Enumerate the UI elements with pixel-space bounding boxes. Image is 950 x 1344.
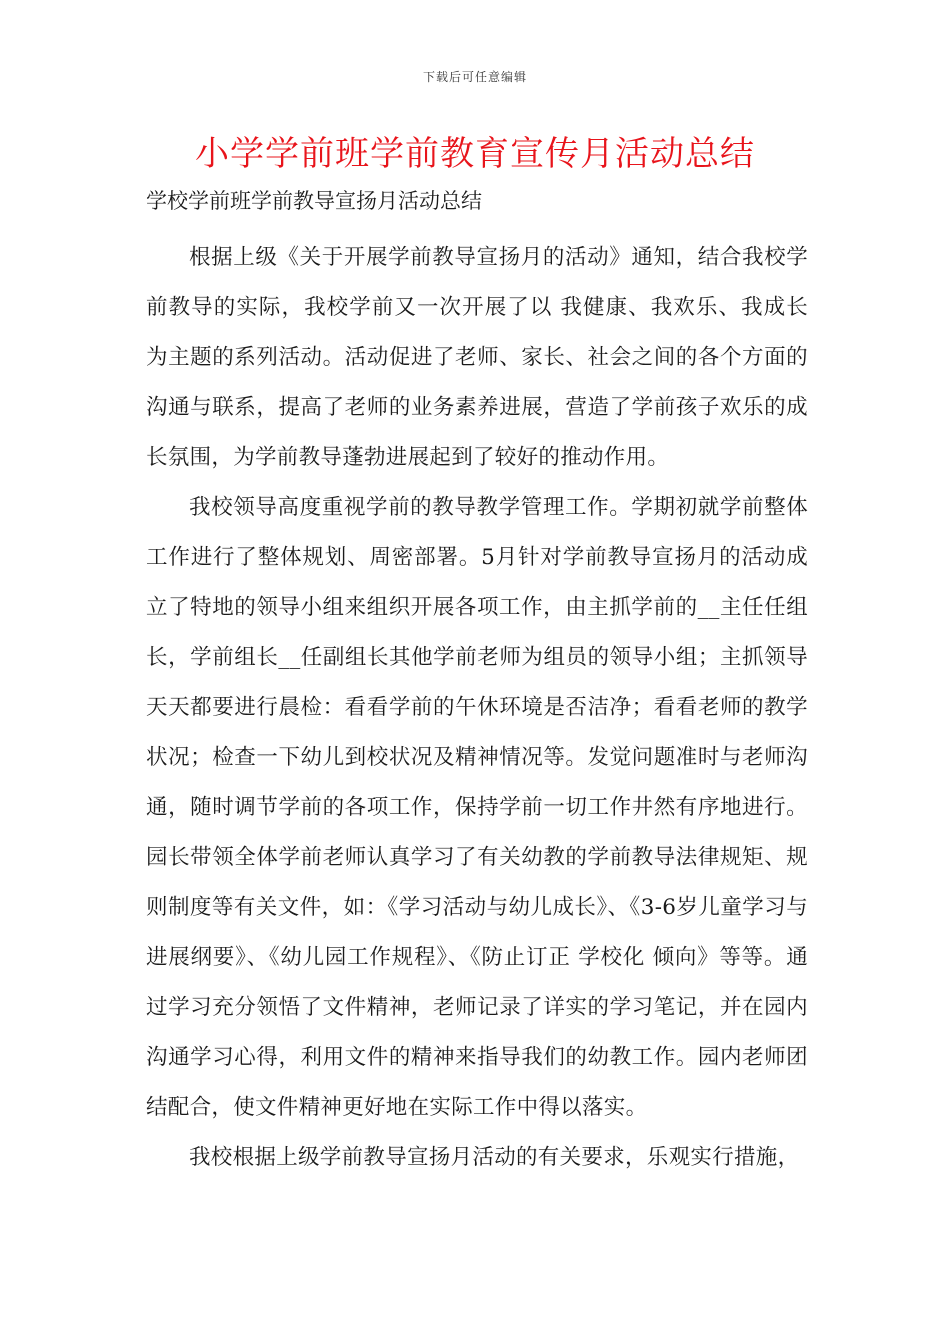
paragraph: 我校领导高度重视学前的教导教学管理工作。学期初就学前整体工作进行了整体规划、周密部署。5月针对学前教导宣扬月的活动成立了特地的领导小组来组织开展各项工作，由主抓学前的__主任任组长，学前组长__任副组长其他学前老师为组员的领导小组；主抓领导天天都要进行晨检：看看学前的午休环境是否洁净；看看老师的教学状况；检查一下幼儿到校状况及精神情况等。发觉问题准时与老师沟通，随时调节学前的各项工作，保持学前一切工作井然有序地进行。园长带领全体学前老师认真学习了有关幼教的学前教导法律规矩、规则制度等有关文件，如：《学习活动与幼儿成长》、《3-6岁儿童学习与进展纲要》、《幼儿园工作规程》、《防止订正 学校化 倾向》等等。通过学习充分领悟了文件精神，老师记录了详实的学习笔记，并在园内沟通学习心得，利用文件的精神来指导我们的幼教工作。园内老师团结配合，使文件精神更好地在实际工作中得以落实。 <box>146 495 808 1120</box>
document-body <box>146 233 808 1183</box>
document-title: 小学学前班学前教育宣传月活动总结 <box>195 134 755 174</box>
paragraph: 根据上级《关于开展学前教导宣扬月的活动》通知，结合我校学前教导的实际，我校学前又一次开展了以 我健康、我欢乐、我成长 为主题的系列活动。活动促进了老师、家长、社会之间的各个方面的沟通与联系，提高了老师的业务素养进展，营造了学前孩子欢乐的成长氛围，为学前教导蓬勃进展起到了较好的推动作用。 <box>146 245 808 470</box>
paragraph: 我校根据上级学前教导宣扬月活动的有关要求，乐观实行措施， <box>189 1145 800 1170</box>
header-note: 下载后可任意编辑 <box>422 70 527 84</box>
document-subtitle: 学校学前班学前教导宣扬月活动总结 <box>146 189 482 213</box>
